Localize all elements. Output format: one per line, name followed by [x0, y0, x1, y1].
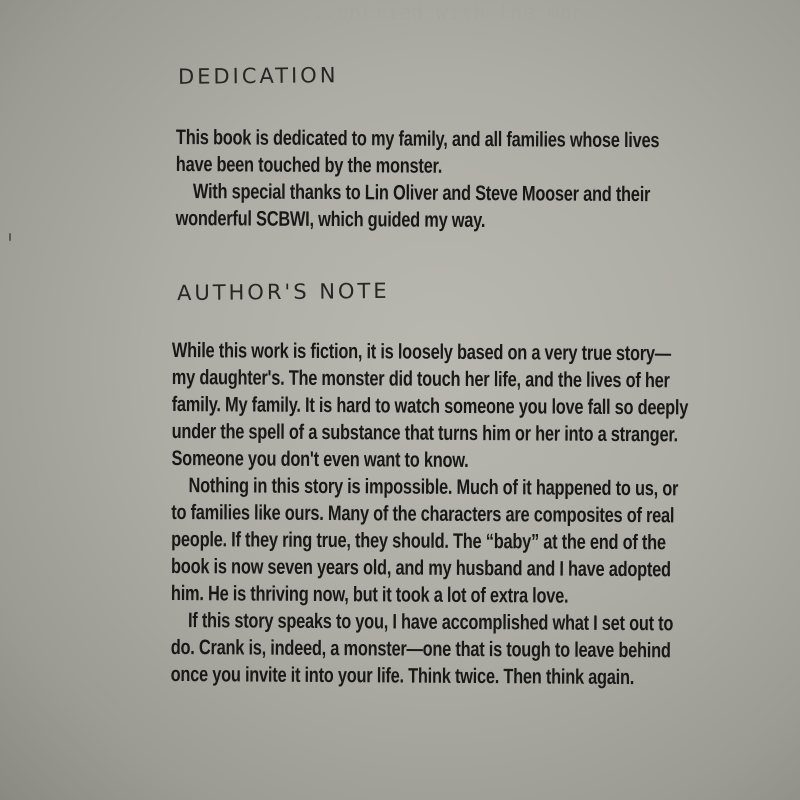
- text-line: to families like ours. Many of the characters are composites of real: [171, 500, 675, 528]
- dedication-heading: DEDICATION: [177, 63, 339, 89]
- text-line: Nothing in this story is impossible. Much of it happened to us, or: [188, 474, 679, 501]
- text-line: him. He is thriving now, but it took a lot of extra love.: [170, 581, 569, 608]
- text-line: family. My family. It is hard to watch someone you love fall so deeply: [171, 392, 689, 420]
- text-line: With special thanks to Lin Oliver and Steve Mooser and their: [192, 180, 651, 207]
- text-line: people. If they ring true, they should. The “baby” at the end of the: [171, 527, 666, 555]
- text-line: wonderful SCBWI, which guided my way.: [175, 206, 486, 233]
- authors-note-text: [171, 337, 689, 691]
- dedication-text: [176, 124, 660, 235]
- text-line: book is now seven years old, and my husband and I have adopted: [171, 554, 671, 582]
- text-line: This book is dedicated to my family, and all families whose lives: [175, 125, 660, 153]
- bleed-through-text: ...uncried with the monster...: [300, 0, 672, 24]
- text-line: have been touched by the monster.: [175, 152, 443, 178]
- text-line: Someone you don't even want to know.: [171, 446, 469, 472]
- text-line: once you invite it into your life. Think twice. Then think again.: [170, 662, 635, 690]
- text-line: do. Crank is, indeed, a monster—one that is tough to leave behind: [170, 635, 671, 663]
- text-line: under the spell of a substance that turns him or her into a stranger.: [171, 419, 678, 447]
- margin-mark: [9, 233, 11, 241]
- text-line: While this work is fiction, it is loosely based on a very true story—: [171, 338, 672, 366]
- text-line: If this story speaks to you, I have accomplished what I set out to: [187, 609, 674, 636]
- text-line: my daughter's. The monster did touch her life, and the lives of her: [171, 365, 670, 393]
- authors-note-heading: AUTHOR'S NOTE: [176, 278, 390, 306]
